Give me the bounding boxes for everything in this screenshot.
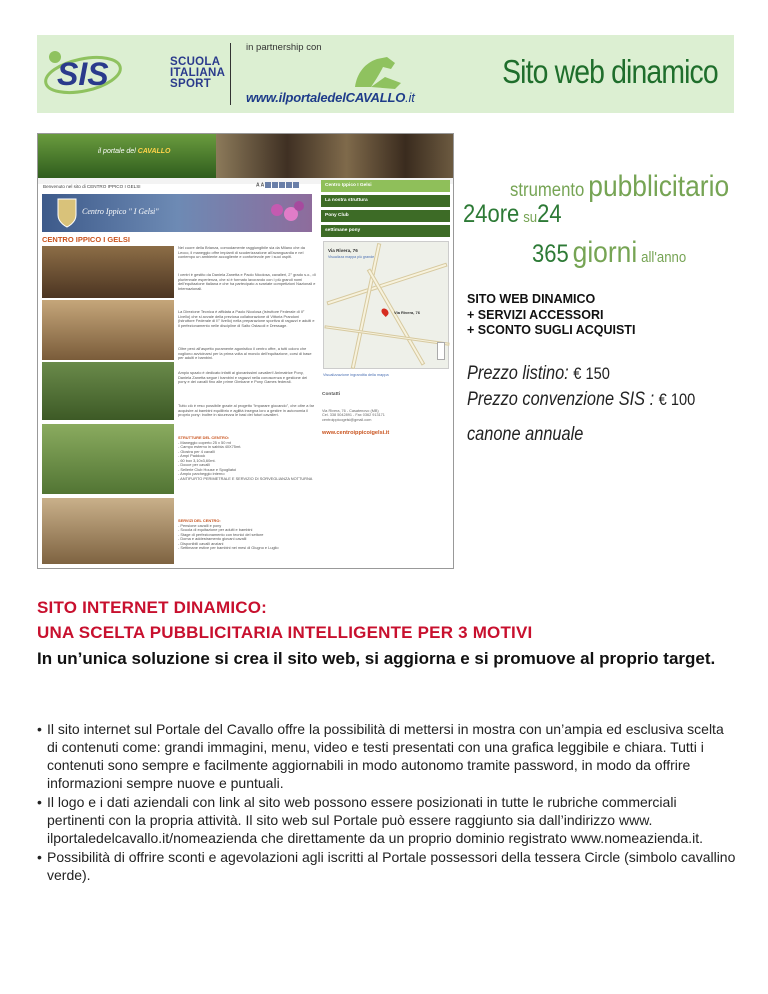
arena-photo — [42, 300, 174, 360]
map-link[interactable]: Visualizza mappa più grande — [328, 255, 375, 259]
share-icon[interactable] — [265, 182, 271, 188]
partner-text: in partnership con — [246, 42, 322, 53]
contatti-title: Contatti — [322, 392, 341, 397]
price-value: € 150 — [573, 364, 610, 383]
centro-title: CENTRO IPPICO I GELSI — [42, 235, 130, 244]
share-tools[interactable] — [256, 182, 299, 188]
sis-text: SIS — [57, 56, 109, 92]
site-header — [38, 134, 453, 178]
promo-su: su — [523, 209, 538, 226]
portale-url-suffix: .it — [405, 90, 415, 105]
list-item: - ANTIFURTO PERIMETRALE E SERVIZIO DI SORVEGLIANZA NOTTURNA — [178, 475, 313, 481]
map-pin-label: Via Rivera, 76 — [394, 310, 420, 315]
list-item: - Pensione cavalli e pony — [178, 522, 222, 528]
promo-ore: ore — [487, 200, 520, 228]
promo-ore-num: 24 — [463, 200, 488, 228]
contact-line: Cel. 338 5042891 - Fax 0362 913171 — [322, 413, 385, 418]
list-item: - Ampi Paddock — [178, 453, 206, 458]
crest-icon — [56, 197, 78, 229]
promo-su-num: 24 — [537, 200, 562, 228]
red-heading-1: SITO INTERNET DINAMICO: — [37, 598, 268, 617]
promo-line-3 — [532, 236, 707, 270]
font-size-controls[interactable]: A A — [256, 182, 265, 189]
list-item: • Il sito internet sul Portale del Cavallo offre la possibilità di mettersi in mostra con un’ampia ed esclusiva scelta di contenuti come: grandi immagini, menu, video e testi presentati con una grafica leggibile e chiara. Tutti i contenuti sono sempre e facilmente aggiornabili in modo autonomo tramite password, in modo da offrire informazioni sempre nuove e puntuali. — [37, 721, 724, 791]
promo-line-2 — [463, 200, 575, 229]
welcome-text: Benvenuto nel sito di CENTRO IPPICO I GELSI — [43, 184, 141, 189]
paddock-photo — [42, 362, 174, 420]
site-paragraph: Ampio spazio è dedicato infatti ai giovanissimi cavalieri! Animatrice Pony, Daniela Zanetta segue i bambini e ragazzi nella conoscenza e gestione dei pony e dei cavalli fino alle prime Gimkane e Pony Games federali. — [178, 370, 308, 384]
list-item: - Ampio parcheggio interno — [178, 471, 225, 476]
site-paragraph: Tutto ciò è reso possibile grazie al progetto "imparare giocando", che oltre a far acquisire ai bambini equilibrio e agilità insegna loro a gestire in autonomia il proprio pony: inoltre in sicurezza le basi dei futuri cavalieri. — [178, 403, 315, 417]
gelsi-banner — [42, 194, 312, 232]
promo-giorni-num: 365 — [532, 240, 569, 268]
list-item: - Disponibili cavalli anziani — [178, 540, 224, 546]
bullet-text: Il sito internet sul Portale del Cavallo offre la possibilità di mettersi in mostra con un’ampia ed esclusiva scelta di contenuti come: grandi immagini, menu, video e testi presentati con una grafica leggibile e chiara. Tutti i contenuti sono sempre e facilmente aggiornabili in modo autonomo tramite password, in modo da offrire informazioni sempre nuove e puntuali. — [47, 721, 724, 791]
map-caption-link[interactable]: Visualizzazione ingrandita della mappa — [323, 373, 389, 377]
school-line: SPORT — [170, 78, 212, 90]
site-logo-text: il portale del — [98, 148, 136, 155]
contact-info — [322, 409, 385, 422]
list-item: - Stage di perfezionamento con tecnici del settore — [178, 531, 264, 537]
list-item: - Campo esterno in sabbia 40X75mt. — [178, 444, 242, 449]
box-photo — [42, 498, 174, 564]
site-paragraph: I centri è gestito da Daniela Zanetta e Paolo Nicolosa, cavalieri, 2° grado s.o., di pluriennale esperienza, che si è formato lavorando con i più grandi nomi dell'equitazione italiana e che ha partecipato a svariate competizioni Nazionali e Internazionali. — [178, 272, 316, 291]
price-convenzione — [467, 389, 732, 411]
contact-line: centroippicogelsi@gmail.com — [322, 417, 372, 422]
feature-item: + SERVIZI ACCESSORI — [467, 307, 604, 322]
stable-photo — [42, 246, 174, 298]
promo-anno: all'anno — [641, 249, 687, 266]
map[interactable] — [323, 241, 449, 369]
list-item: • Il logo e i dati aziendali con link al sito web possono essere posizionati in tutte le rubriche commerciali pertinenti con la propria attività. Il sito web sul Portale può essere raggiunto sia dall’indirizzo www. ilportaledelcavallo.it/nomeazienda che direttamente da un proprio dominio registrato www.nomeazienda.it. — [37, 794, 704, 846]
nav-item-settimane[interactable]: settimane pony — [321, 225, 450, 237]
site-url-link[interactable]: www.centroippicoigelsi.it — [322, 430, 390, 436]
list-item: • Possibilità di offrire sconti e agevolazioni agli iscritti al Portale possessori della tessera Circle (simbolo cavallino verde). — [37, 849, 736, 883]
promo-features — [467, 292, 635, 339]
contact-line: Via Rivera, 76 - Casatenovo (MB) — [322, 409, 379, 413]
promo-giorni: giorni — [572, 236, 638, 269]
school-line: SCUOLA — [170, 56, 221, 68]
gelsi-banner-title: Centro Ippico " I Gelsi" — [82, 207, 159, 216]
bullet-text: Il logo e i dati aziendali con link al sito web possono essere posizionati in tutte le rubriche commerciali pertinenti con la propria attività. Il sito web sul Portale può essere raggiunto sia dall’indirizzo www. ilportaledelcavallo.it/nomeazienda che direttamente da un proprio dominio registrato www.nomeazienda.it. — [47, 794, 704, 846]
nav-item-centro[interactable]: Centro Ippico I Gelsi — [321, 180, 450, 192]
nav-item-struttura[interactable]: La nostra struttura — [321, 195, 450, 207]
share-icon[interactable] — [293, 182, 299, 188]
list-item: - Giostra per 4 cavalli — [178, 448, 215, 454]
share-icon[interactable] — [286, 182, 292, 188]
list-item: - Scuola di equitazione per adulti e bambini — [178, 527, 253, 532]
strutture-list — [178, 436, 316, 481]
servizi-title: SERVIZI DEL CENTRO: — [178, 518, 221, 523]
share-icon[interactable] — [279, 182, 285, 188]
divider — [230, 43, 231, 105]
sub-heading: In un’unica soluzione si crea il sito web, si aggiorna e si promuove al proprio target. — [37, 649, 716, 668]
portale-url-bold: CAVALLO — [345, 90, 406, 105]
conv-value: € 100 — [658, 390, 696, 409]
header-banner — [37, 35, 734, 113]
page-title: Sito web dinamico — [502, 53, 718, 90]
portale-url-prefix: www.ilportaledel — [246, 90, 346, 105]
site-logo[interactable] — [98, 148, 171, 155]
portale-url[interactable] — [246, 90, 415, 105]
price-listino — [467, 363, 633, 385]
school-line: ITALIANA — [170, 67, 226, 79]
site-paragraph: Oltre però all'aspetto puramente agonistico il centro offre, a tutti coloro che vogliono avvicinarsi per la prima volta al mondo dell'equitazione, corsi di base per adulti e bambini. — [178, 346, 312, 360]
list-item: - Doma e addestramento giovani cavalli — [178, 536, 247, 541]
site-paragraph: Nel cuore della Brianza, comodamente raggiungibile sia da Milano che da Lecco, il maneggio offre impianti di scuderizzazione all'avanguardia e nel contempo un ambiente accogliente e confortevole per i suoi ospiti. — [178, 245, 305, 259]
list-item: - 60 box 3,10x3,60mt. — [178, 457, 216, 463]
sis-logo — [37, 35, 187, 113]
canone — [467, 424, 602, 446]
list-item: - Docce per cavalli — [178, 462, 211, 467]
map-label: Via Rivera, 76 — [328, 248, 358, 253]
feature-item: SITO WEB DINAMICO — [467, 292, 596, 306]
share-icon[interactable] — [272, 182, 278, 188]
bullet-text: Possibilità di offrire sconti e agevolazioni agli iscritti al Portale possessori della tessera Circle (simbolo cavallino verde). — [47, 849, 736, 883]
list-item: - Maneggio coperto 25 x 50 mt — [178, 439, 231, 445]
conv-label: Prezzo convenzione SIS : — [467, 389, 655, 410]
servizi-list — [178, 519, 316, 551]
zoom-control[interactable] — [437, 342, 445, 360]
price-label: Prezzo listino: — [467, 363, 569, 384]
promo-line-1 — [510, 170, 759, 204]
feature-item: + SCONTO SUGLI ACQUISTI — [467, 323, 636, 337]
list-item: - Settimane estive per bambini nei mesi di Giugno e Luglio — [178, 545, 279, 550]
red-heading-2: UNA SCELTA PUBBLICITARIA INTELLIGENTE PER 3 MOTIVI — [37, 623, 533, 642]
flowers-icon — [267, 198, 307, 228]
bullet-list — [37, 720, 737, 885]
school-name — [170, 57, 225, 90]
promo-strumento: strumento — [510, 180, 585, 201]
horses-photo — [216, 134, 453, 178]
horses-grazing-photo — [42, 424, 174, 494]
promo-pubblicitario: pubblicitario — [588, 170, 730, 203]
website-screenshot — [37, 133, 454, 569]
nav-item-pony-club[interactable]: Pony Club — [321, 210, 450, 222]
list-item: - Sellerie Club House e Spogliatoi — [178, 466, 237, 472]
canone-text: canone annuale — [467, 424, 584, 445]
site-paragraph: La Direzione Tecnica è affidata a Paolo Nicolosa (Istruttore Federale di II° Livello) che si avvale della preziosa collaborazione di Vittoria Prandoni (Istruttore Federale di II° livello) nella preparazione sportiva di ragazzi e adulti e il perfezionamento nelle discipline di Salto Ostacoli e Dressage. — [178, 309, 315, 328]
strutture-title: STRUTTURE DEL CENTRO: — [178, 435, 230, 440]
site-logo-bold: CAVALLO — [137, 148, 171, 155]
